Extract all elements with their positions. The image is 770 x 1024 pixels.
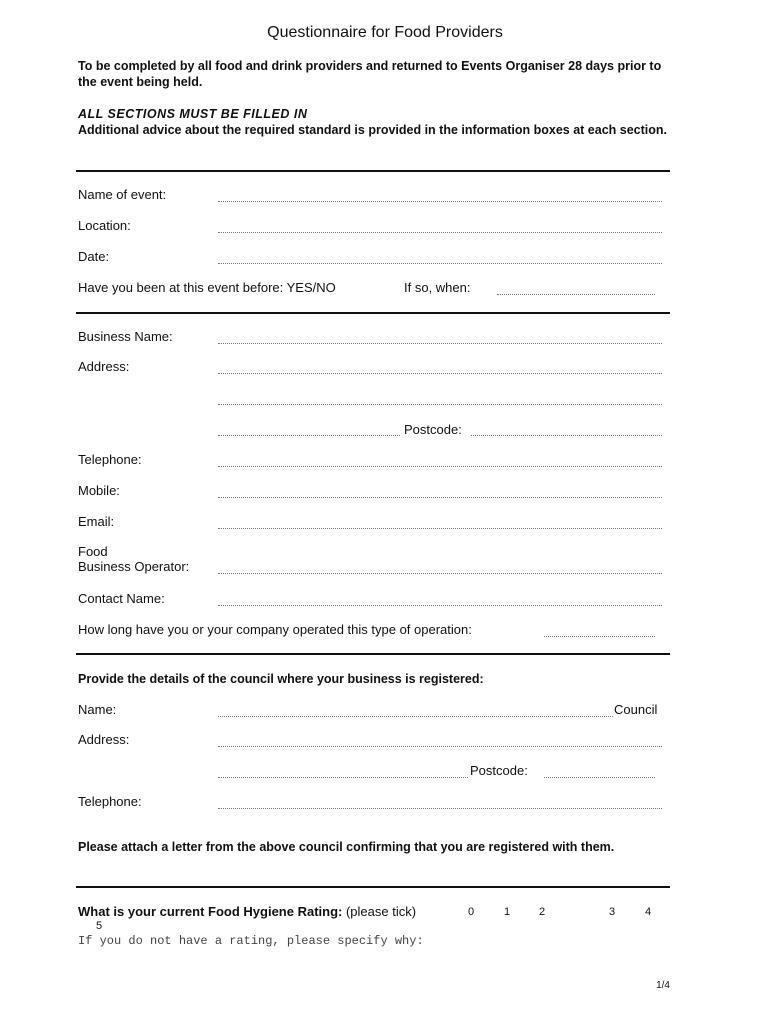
no-rating-prompt: If you do not have a rating, please specify why: bbox=[78, 934, 424, 948]
rating-option-0[interactable]: 0 bbox=[468, 906, 475, 918]
must-fill-notice: ALL SECTIONS MUST BE FILLED IN bbox=[78, 107, 308, 121]
council-postcode-label: Postcode: bbox=[470, 763, 528, 778]
address-field-3[interactable] bbox=[218, 435, 400, 436]
event-name-label: Name of event: bbox=[78, 187, 167, 202]
hygiene-rating-bold: What is your current Food Hygiene Rating: bbox=[78, 904, 343, 919]
telephone-field[interactable] bbox=[218, 466, 662, 467]
mobile-label: Mobile: bbox=[78, 483, 120, 498]
fbo-label-line2: Business Operator: bbox=[78, 559, 190, 574]
business-name-label: Business Name: bbox=[78, 329, 173, 344]
advice-text: Additional advice about the required standard is provided in the information boxes at each section. bbox=[78, 123, 667, 137]
council-telephone-field[interactable] bbox=[218, 808, 662, 809]
council-suffix: Council bbox=[614, 702, 658, 717]
council-address-field-2[interactable] bbox=[218, 777, 468, 778]
page-number: 1/4 bbox=[656, 980, 670, 991]
section-divider bbox=[76, 170, 670, 172]
fbo-label-line1: Food bbox=[78, 544, 108, 559]
council-name-field[interactable] bbox=[218, 716, 613, 717]
if-so-label: If so, when: bbox=[404, 280, 471, 295]
been-before-label: Have you been at this event before: YES/NO bbox=[78, 280, 336, 295]
postcode-label: Postcode: bbox=[404, 422, 462, 437]
council-address-label: Address: bbox=[78, 732, 130, 747]
council-heading: Provide the details of the council where your business is registered: bbox=[78, 672, 484, 686]
rating-option-2[interactable]: 2 bbox=[539, 906, 546, 918]
council-telephone-label: Telephone: bbox=[78, 794, 142, 809]
location-label: Location: bbox=[78, 218, 131, 233]
when-field[interactable] bbox=[497, 294, 655, 295]
contact-name-label: Contact Name: bbox=[78, 591, 165, 606]
attach-letter-note: Please attach a letter from the above council confirming that you are registered with them. bbox=[78, 840, 615, 854]
page-title: Questionnaire for Food Providers bbox=[267, 24, 503, 41]
section-divider bbox=[76, 653, 670, 655]
rating-option-3[interactable]: 3 bbox=[609, 906, 616, 918]
council-postcode-field[interactable] bbox=[544, 777, 655, 778]
date-field[interactable] bbox=[218, 263, 662, 264]
business-name-field[interactable] bbox=[218, 343, 662, 344]
email-label: Email: bbox=[78, 514, 115, 529]
address-label: Address: bbox=[78, 359, 130, 374]
contact-name-field[interactable] bbox=[218, 605, 662, 606]
rating-option-5[interactable]: 5 bbox=[96, 920, 103, 932]
postcode-field[interactable] bbox=[471, 435, 662, 436]
mobile-field[interactable] bbox=[218, 497, 662, 498]
event-name-field[interactable] bbox=[218, 201, 662, 202]
how-long-field[interactable] bbox=[544, 636, 655, 637]
hygiene-rating-question bbox=[78, 904, 416, 920]
how-long-label: How long have you or your company operated this type of operation: bbox=[78, 622, 472, 637]
address-field-1[interactable] bbox=[218, 373, 662, 374]
date-label: Date: bbox=[78, 249, 110, 264]
address-field-2[interactable] bbox=[218, 404, 662, 405]
telephone-label: Telephone: bbox=[78, 452, 142, 467]
council-address-field-1[interactable] bbox=[218, 746, 662, 747]
section-divider bbox=[76, 312, 670, 314]
rating-option-4[interactable]: 4 bbox=[645, 906, 652, 918]
rating-option-1[interactable]: 1 bbox=[504, 906, 511, 918]
fbo-field[interactable] bbox=[218, 573, 662, 574]
hygiene-rating-tail: (please tick) bbox=[342, 904, 417, 919]
council-name-label: Name: bbox=[78, 702, 117, 717]
section-divider bbox=[76, 886, 670, 888]
email-field[interactable] bbox=[218, 528, 662, 529]
intro-text: To be completed by all food and drink providers and returned to Events Organiser 28 days prior to the event being held. bbox=[78, 59, 662, 89]
location-field[interactable] bbox=[218, 232, 662, 233]
